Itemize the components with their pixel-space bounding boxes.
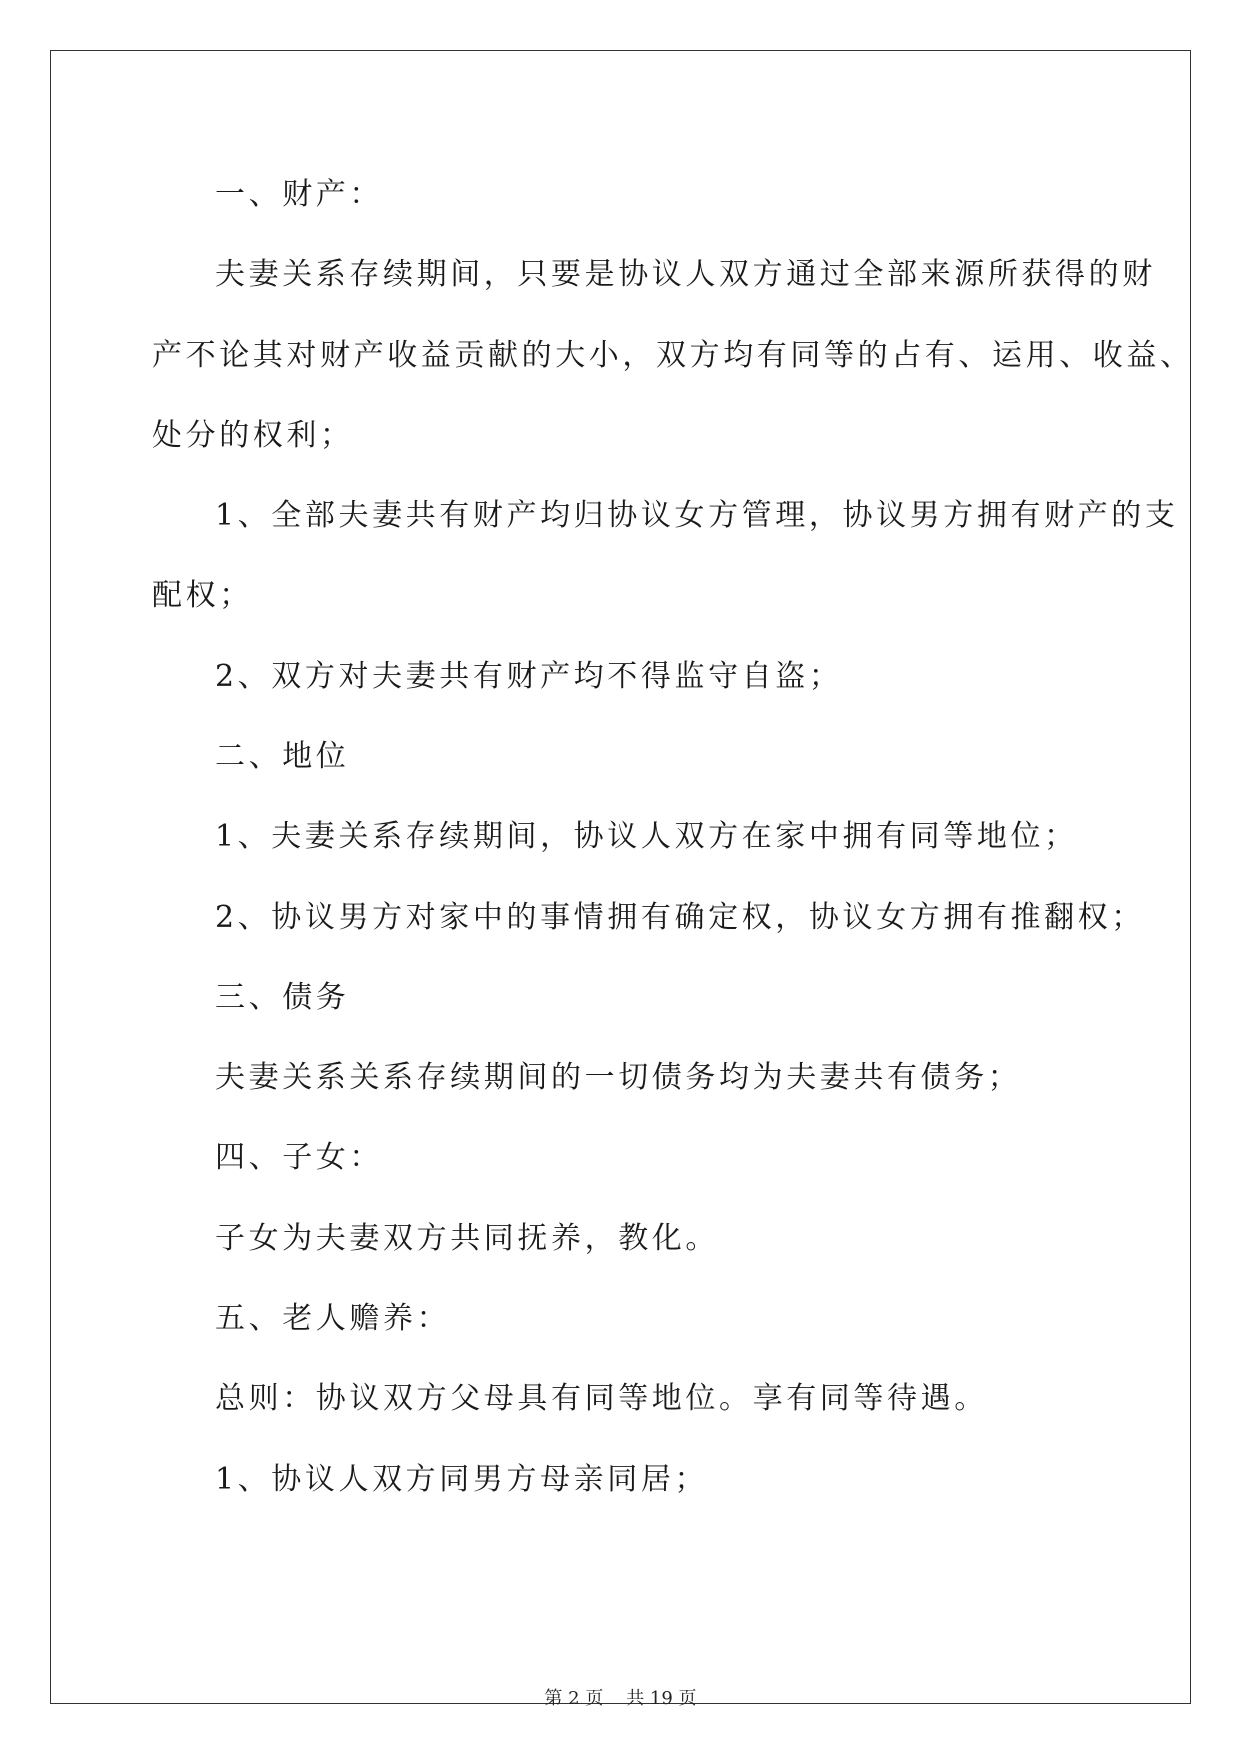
heading-status: 二、地位 bbox=[215, 739, 350, 774]
paragraph-line: 2、双方对夫妻共有财产均不得监守自盗； bbox=[215, 659, 843, 694]
heading-children: 四、子女： bbox=[215, 1140, 383, 1175]
heading-elderly-support: 五、老人赡养： bbox=[215, 1301, 451, 1336]
paragraph-line: 夫妻关系存续期间，只要是协议人双方通过全部来源所获得的财 bbox=[215, 257, 1156, 292]
paragraph-line: 处分的权利； bbox=[152, 418, 354, 453]
paragraph-line: 1、全部夫妻共有财产均归协议女方管理，协议男方拥有财产的支 bbox=[215, 498, 1179, 533]
paragraph-line: 配权； bbox=[152, 578, 253, 613]
paragraph-line: 总则：协议双方父母具有同等地位。享有同等待遇。 bbox=[215, 1381, 988, 1416]
paragraph-line: 子女为夫妻双方共同抚养，教化。 bbox=[215, 1221, 719, 1256]
paragraph-line: 1、夫妻关系存续期间，协议人双方在家中拥有同等地位； bbox=[215, 819, 1078, 854]
heading-property: 一、财产： bbox=[215, 177, 383, 212]
heading-debt: 三、债务 bbox=[215, 980, 350, 1015]
paragraph-line: 2、协议男方对家中的事情拥有确定权，协议女方拥有推翻权； bbox=[215, 900, 1145, 935]
paragraph-line: 夫妻关系关系存续期间的一切债务均为夫妻共有债务； bbox=[215, 1060, 1022, 1095]
page-frame bbox=[50, 50, 1191, 1704]
paragraph-line: 产不论其对财产收益贡献的大小，双方均有同等的占有、运用、收益、 bbox=[152, 338, 1194, 373]
page-number-footer: 第 2 页 共 19 页 bbox=[544, 1688, 697, 1709]
paragraph-line: 1、协议人双方同男方母亲同居； bbox=[215, 1462, 709, 1497]
